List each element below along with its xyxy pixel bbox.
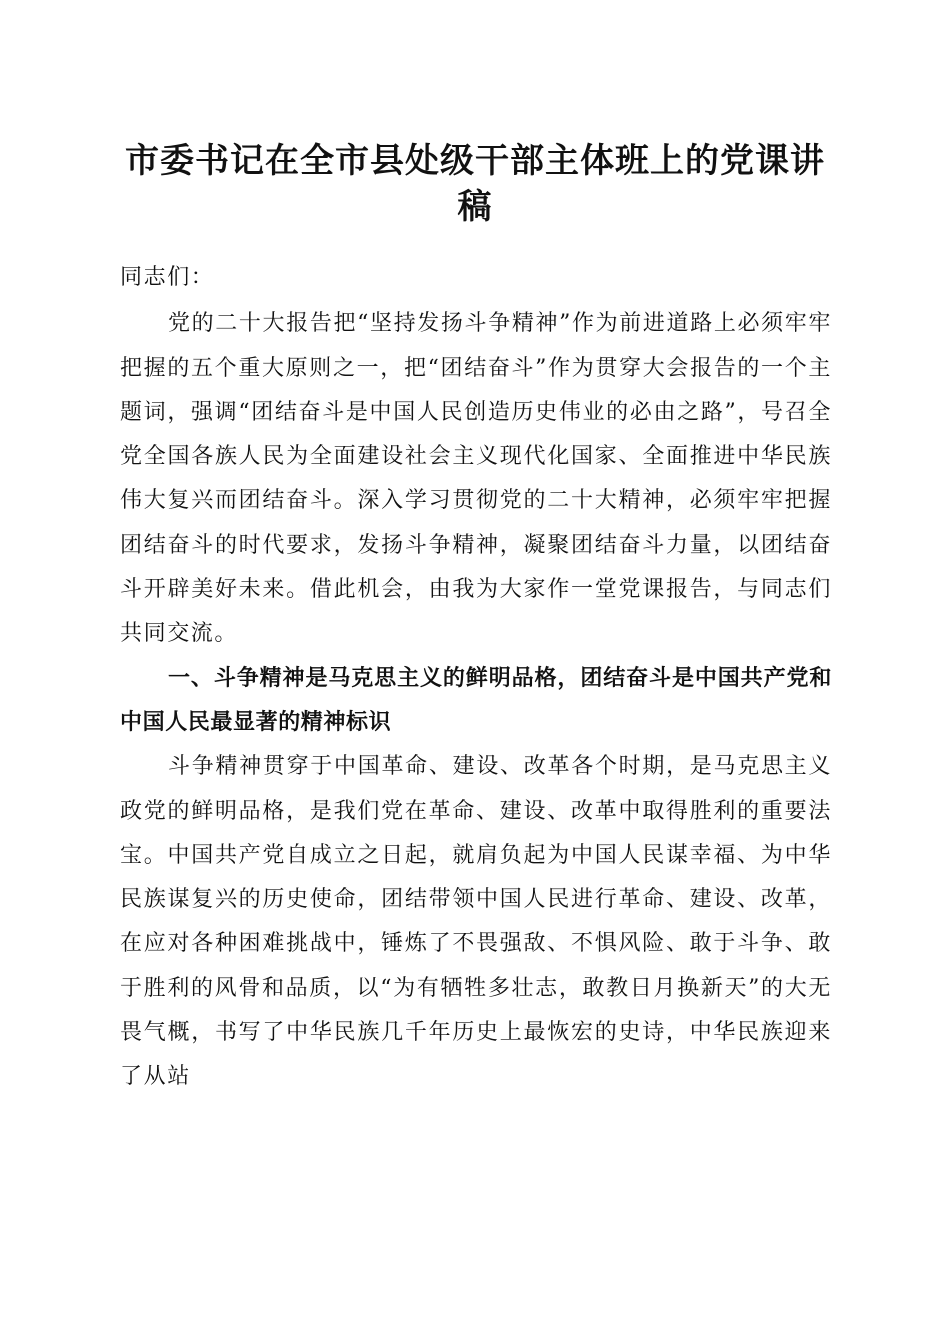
document-body [120,256,832,1100]
section-1-paragraph: 斗争精神贯穿于中国革命、建设、改革各个时期，是马克思主义政党的鲜明品格，是我们党在革命、建设、改革中取得胜利的重要法宝。中国共产党自成立之日起，就肩负起为中国人民谋幸福、为中华民族谋复兴的历史使命，团结带领中国人民进行革命、建设、改革，在应对各种困难挑战中，锤炼了不畏强敌、不惧风险、敢于斗争、敢于胜利的风骨和品质，以“为有牺牲多壮志，敢教日月换新天”的大无畏气概，书写了中华民族几千年历史上最恢宏的史诗，中华民族迎来了从站 [120,754,832,1090]
salutation: 同志们： [120,265,215,290]
title-line-2: 稿 [457,187,493,227]
title-line-1: 市委书记在全市县处级干部主体班上的党课讲 [125,141,825,181]
document-title [115,138,835,230]
intro-paragraph: 党的二十大报告把“坚持发扬斗争精神”作为前进道路上必须牢牢把握的五个重大原则之一，把“团结奋斗”作为贯穿大会报告的一个主题词，强调“团结奋斗是中国人民创造历史伟业的必由之路”，号召全党全国各族人民为全面建设社会主义现代化国家、全面推进中华民族伟大复兴而团结奋斗。深入学习贯彻党的二十大精神，必须牢牢把握团结奋斗的时代要求，发扬斗争精神，凝聚团结奋斗力量，以团结奋斗开辟美好未来。借此机会，由我为大家作一堂党课报告，与同志们共同交流。 [120,311,832,647]
section-heading-1: 一、斗争精神是马克思主义的鲜明品格，团结奋斗是中国共产党和中国人民最显著的精神标识 [120,665,832,735]
